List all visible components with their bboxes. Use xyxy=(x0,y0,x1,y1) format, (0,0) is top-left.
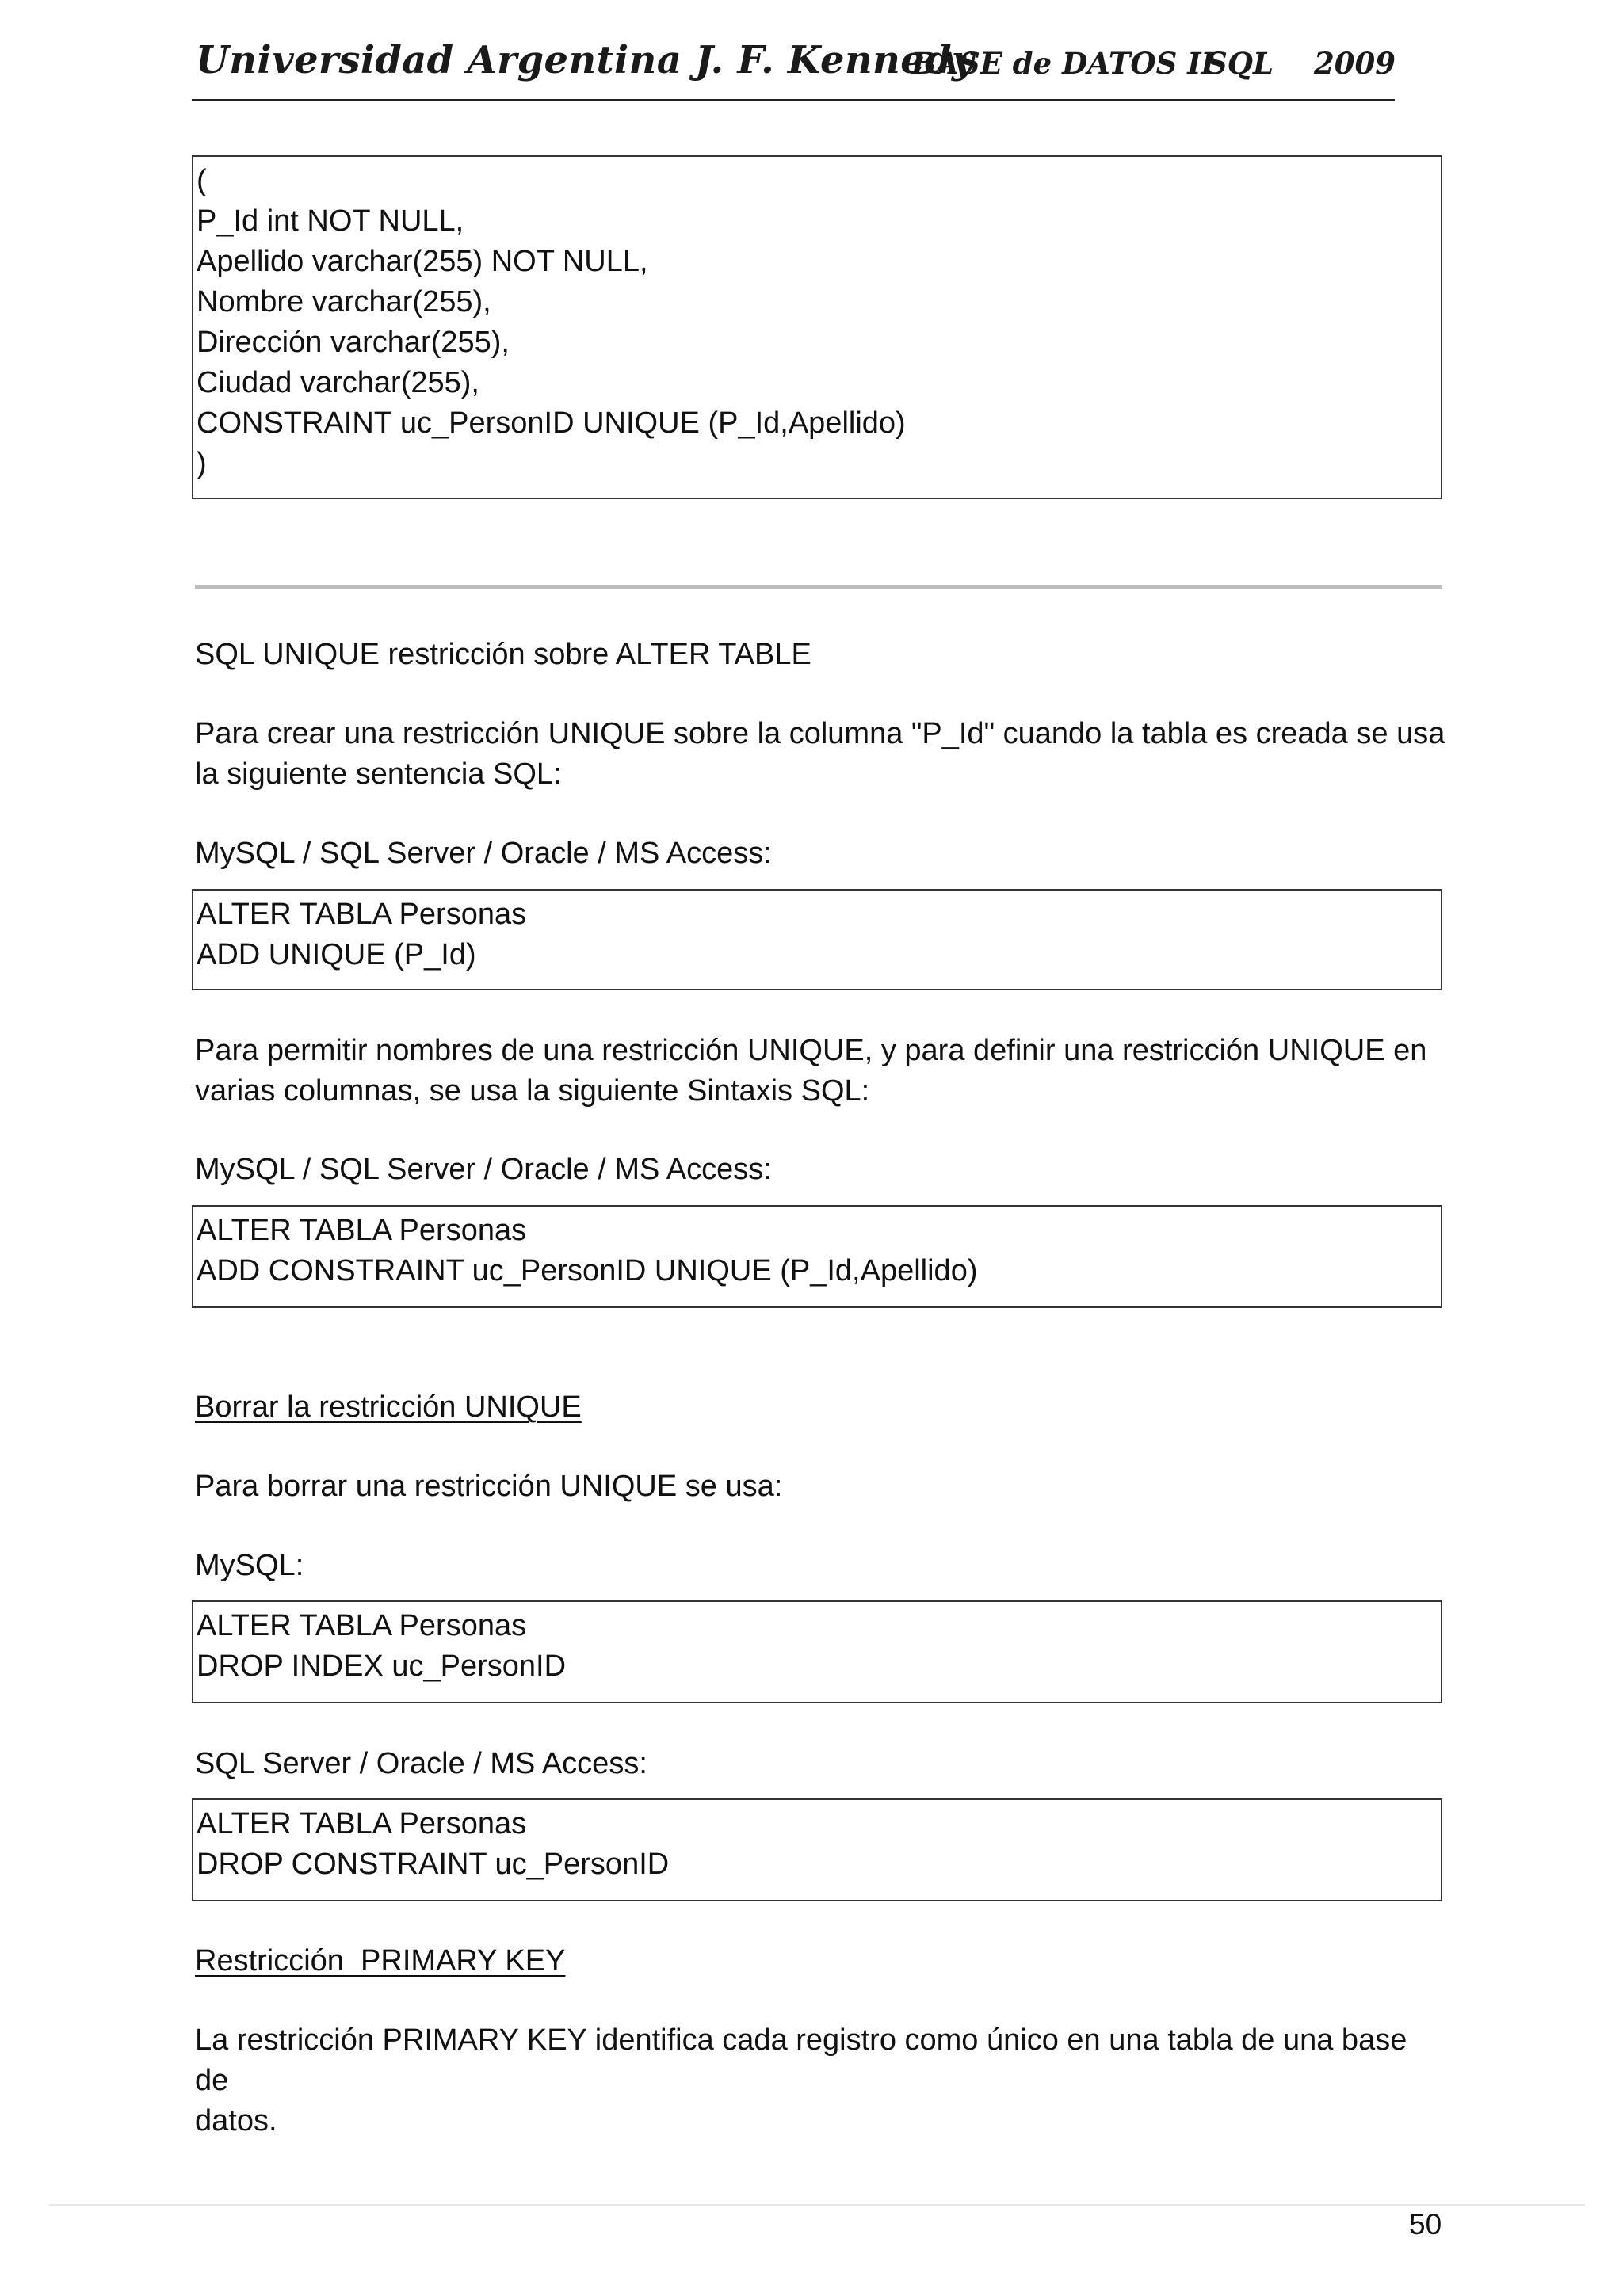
code-block-drop-index xyxy=(192,1600,1442,1703)
alter-intro-paragraph xyxy=(195,714,1447,795)
section-heading-text: Borrar la restricción UNIQUE xyxy=(195,1390,582,1424)
code-line: Nombre varchar(255), xyxy=(197,285,491,318)
code-block-drop-constraint xyxy=(192,1798,1442,1901)
primary-key-paragraph xyxy=(195,2020,1447,2142)
paragraph-line: la siguiente sentencia SQL: xyxy=(195,757,562,791)
code-line: ) xyxy=(197,447,207,480)
section-divider xyxy=(195,585,1442,589)
code-line: DROP CONSTRAINT uc_PersonID xyxy=(197,1848,670,1881)
paragraph-line: varias columnas, se usa la siguiente Sintaxis SQL: xyxy=(195,1074,870,1108)
paragraph-line: datos. xyxy=(195,2104,277,2138)
alter-named-paragraph xyxy=(195,1031,1447,1112)
db-label-others: SQL Server / Oracle / MS Access: xyxy=(195,1747,647,1780)
code-line: P_Id int NOT NULL, xyxy=(197,204,464,238)
section-heading-primary-key xyxy=(195,1941,1447,1981)
code-line: DROP INDEX uc_PersonID xyxy=(197,1650,567,1683)
code-line: ALTER TABLA Personas xyxy=(197,898,527,931)
code-line: Dirección varchar(255), xyxy=(197,326,510,359)
code-line: ALTER TABLA Personas xyxy=(197,1807,527,1840)
university-name: Universidad Argentina J. F. Kennedy xyxy=(196,38,975,82)
course-year: 2009 xyxy=(1314,46,1396,81)
section-heading-alter-table: SQL UNIQUE restricción sobre ALTER TABLE xyxy=(195,638,812,671)
section-heading-text: Restricción PRIMARY KEY xyxy=(195,1944,566,1978)
code-line: ADD CONSTRAINT uc_PersonID UNIQUE (P_Id,Apellido) xyxy=(197,1254,978,1287)
code-line: Apellido varchar(255) NOT NULL, xyxy=(197,245,648,278)
course-topic: SQL xyxy=(1206,46,1274,81)
code-line: ALTER TABLA Personas xyxy=(197,1609,527,1642)
code-block-create-table xyxy=(192,155,1442,499)
page-header xyxy=(192,36,1395,101)
section-heading-drop-unique xyxy=(195,1387,1447,1428)
code-line: ADD UNIQUE (P_Id) xyxy=(197,938,476,971)
footer-divider xyxy=(49,2204,1585,2206)
page-number: 50 xyxy=(1409,2208,1442,2241)
course-name: BASE de DATOS II xyxy=(911,46,1215,81)
code-line: Ciudad varchar(255), xyxy=(197,366,479,399)
db-label-all-2: MySQL / SQL Server / Oracle / MS Access: xyxy=(195,1153,772,1186)
db-label-all-1: MySQL / SQL Server / Oracle / MS Access: xyxy=(195,837,772,870)
code-line: CONSTRAINT uc_PersonID UNIQUE (P_Id,Apellido) xyxy=(197,406,906,440)
paragraph-line: Para crear una restricción UNIQUE sobre la columna "P_Id" cuando la tabla es creada se usa xyxy=(195,717,1445,750)
db-label-mysql: MySQL: xyxy=(195,1549,304,1582)
paragraph-line: La restricción PRIMARY KEY identifica cada registro como único en una tabla de una base de xyxy=(195,2023,1407,2097)
code-block-add-constraint xyxy=(192,1205,1442,1308)
code-block-add-unique xyxy=(192,889,1442,990)
drop-intro-paragraph: Para borrar una restricción UNIQUE se usa: xyxy=(195,1470,783,1503)
code-line: ALTER TABLA Personas xyxy=(197,1214,527,1247)
code-line: ( xyxy=(197,164,207,197)
paragraph-line: Para permitir nombres de una restricción UNIQUE, y para definir una restricción UNIQUE en xyxy=(195,1034,1427,1067)
